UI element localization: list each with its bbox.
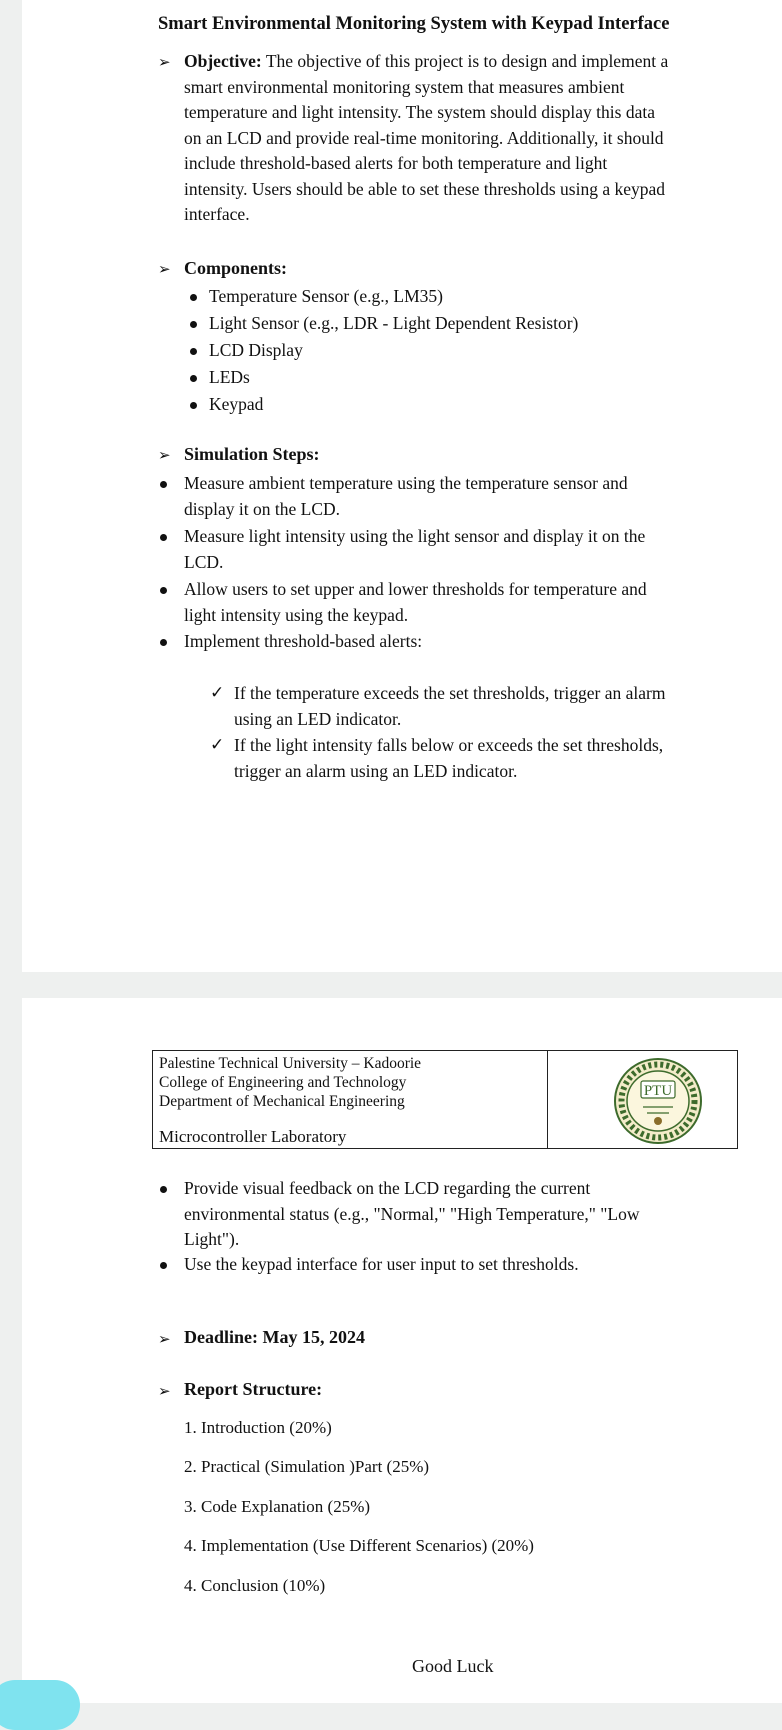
arrow-bullet-icon: ➢ bbox=[158, 55, 171, 71]
logo-text: PTU bbox=[643, 1083, 673, 1099]
step-line: light intensity using the keypad. bbox=[184, 604, 409, 625]
requirement-line: environmental status (e.g., "Normal," "High Temperature," "Low bbox=[184, 1203, 640, 1224]
arrow-bullet-icon: ➢ bbox=[158, 1332, 171, 1348]
document-page-2 bbox=[22, 998, 782, 1703]
components-heading: Components: bbox=[184, 258, 288, 278]
bullet-icon bbox=[190, 402, 197, 409]
step-line: LCD. bbox=[184, 551, 224, 572]
alert-line: trigger an alarm using an LED indicator. bbox=[234, 760, 518, 781]
alert-condition bbox=[234, 733, 752, 784]
component-item: Temperature Sensor (e.g., LM35) bbox=[209, 286, 443, 306]
report-item: 1. Introduction (20%) bbox=[184, 1418, 332, 1437]
college-name: College of Engineering and Technology bbox=[159, 1074, 407, 1091]
requirement-line: Light"). bbox=[184, 1229, 240, 1249]
requirement-line: Provide visual feedback on the LCD regarding the current bbox=[184, 1178, 591, 1198]
objective-line: smart environmental monitoring system that measures ambient bbox=[184, 76, 625, 97]
requirement-item bbox=[184, 1252, 752, 1278]
simulation-step bbox=[184, 577, 752, 628]
document-header-table bbox=[152, 1050, 738, 1149]
component-item: Light Sensor (e.g., LDR - Light Dependent Resistor) bbox=[209, 313, 579, 333]
step-line: display it on the LCD. bbox=[184, 498, 341, 519]
checkmark-icon: ✓ bbox=[210, 683, 225, 702]
arrow-bullet-icon: ➢ bbox=[158, 1384, 171, 1400]
objective-label: Objective: bbox=[184, 51, 262, 71]
document-page-1 bbox=[22, 0, 782, 972]
page-title: Smart Environmental Monitoring System with Keypad Interface bbox=[158, 14, 670, 34]
step-line: Measure light intensity using the light sensor and display it on the bbox=[184, 526, 646, 546]
simulation-step bbox=[184, 629, 752, 655]
bullet-icon bbox=[160, 1262, 167, 1269]
step-line: Allow users to set upper and lower thresholds for temperature and bbox=[184, 579, 647, 599]
component-item: LCD Display bbox=[209, 340, 303, 360]
simulation-heading: Simulation Steps: bbox=[184, 444, 320, 464]
checkmark-icon: ✓ bbox=[210, 735, 225, 754]
closing-text: Good Luck bbox=[412, 1656, 494, 1676]
report-item: 4. Implementation (Use Different Scenarios) (20%) bbox=[184, 1536, 534, 1555]
bullet-icon bbox=[190, 348, 197, 355]
lab-name: Microcontroller Laboratory bbox=[159, 1127, 347, 1146]
objective-line: on an LCD and provide real-time monitoring. Additionally, it should bbox=[184, 127, 664, 148]
objective-line: include threshold-based alerts for both temperature and light bbox=[184, 153, 608, 173]
objective-line: interface. bbox=[184, 204, 250, 224]
table-divider bbox=[547, 1051, 548, 1148]
step-line: Implement threshold-based alerts: bbox=[184, 631, 423, 651]
step-line: Measure ambient temperature using the temperature sensor and bbox=[184, 473, 628, 493]
requirement-item bbox=[184, 1176, 752, 1253]
alert-line: If the temperature exceeds the set thresholds, trigger an alarm bbox=[234, 683, 666, 703]
floating-action-button[interactable] bbox=[0, 1680, 80, 1730]
alert-condition bbox=[234, 681, 752, 732]
department-name: Department of Mechanical Engineering bbox=[159, 1093, 405, 1110]
component-item: Keypad bbox=[209, 394, 264, 414]
alert-line: using an LED indicator. bbox=[234, 708, 402, 729]
report-item: 3. Code Explanation (25%) bbox=[184, 1497, 371, 1516]
arrow-bullet-icon: ➢ bbox=[158, 448, 171, 464]
objective-paragraph bbox=[184, 49, 752, 228]
bullet-icon bbox=[190, 375, 197, 382]
alert-line: If the light intensity falls below or exceeds the set thresholds, bbox=[234, 735, 664, 755]
simulation-step bbox=[184, 471, 752, 522]
component-item: LEDs bbox=[209, 367, 250, 387]
bullet-icon bbox=[190, 321, 197, 328]
university-name: Palestine Technical University – Kadoorie bbox=[159, 1055, 422, 1072]
arrow-bullet-icon: ➢ bbox=[158, 262, 171, 278]
requirement-line: Use the keypad interface for user input to set thresholds. bbox=[184, 1254, 579, 1274]
bullet-icon bbox=[160, 587, 167, 594]
university-logo bbox=[613, 1057, 703, 1145]
objective-line: intensity. Users should be able to set these thresholds using a keypad bbox=[184, 178, 666, 199]
objective-line: The objective of this project is to design and implement a bbox=[265, 51, 669, 71]
report-item: 2. Practical (Simulation )Part (25%) bbox=[184, 1457, 430, 1476]
bullet-icon bbox=[190, 294, 197, 301]
deadline: Deadline: May 15, 2024 bbox=[184, 1327, 365, 1347]
bullet-icon bbox=[160, 639, 167, 646]
bullet-icon bbox=[160, 534, 167, 541]
simulation-step bbox=[184, 524, 752, 575]
bullet-icon bbox=[160, 1186, 167, 1193]
bullet-icon bbox=[160, 481, 167, 488]
objective-line: temperature and light intensity. The system should display this data bbox=[184, 102, 655, 122]
report-heading: Report Structure: bbox=[184, 1379, 323, 1399]
report-item: 4. Conclusion (10%) bbox=[184, 1576, 326, 1595]
